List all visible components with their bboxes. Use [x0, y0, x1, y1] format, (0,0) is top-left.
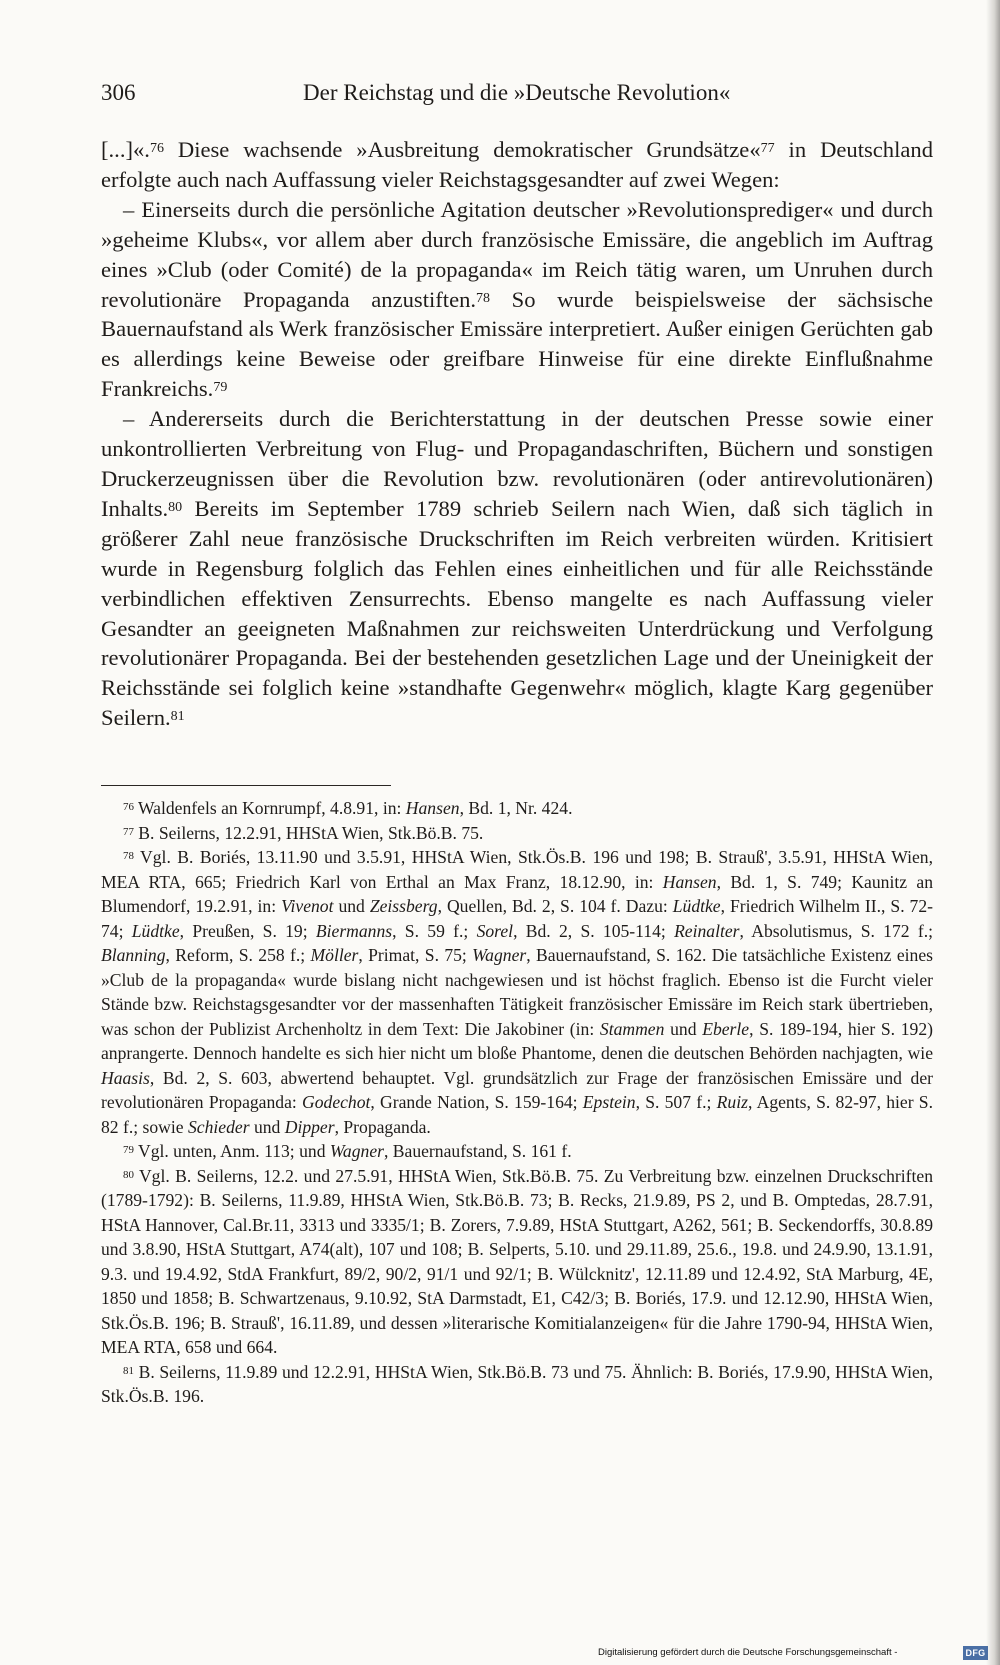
text-run: Bereits im September 1789 schrieb Seilern nach Wien, daß sich täglich in größerer Zahl neue französische Druckschriften im Reich verbreiten würden. Kritisiert wurde in Regensburg folglich das Fehlen eines einheitlichen und für alle Reichsstände verbindlichen effektiven Zensurrechts. Ebenso mangelte es nach Auffassung vieler Gesandter an geeigneten Maßnahmen zur reichsweiten Unterdrückung und Verfolgung revolutionärer Propaganda. Bei der bestehenden gesetzlichen Lage und der Uneinigkeit der Reichsstände sei folglich keine »standhafte Gegenwehr« möglich, klagte Karg gegenüber Seilern. — [101, 495, 933, 731]
text-run: und — [664, 1018, 703, 1039]
note-reference: 81 — [170, 709, 185, 725]
note-reference: 76 — [123, 801, 134, 814]
text-run: , Bd. 1, Nr. 424. — [459, 798, 573, 818]
text-run: , Agents, S. 82-97, hier S. 82 f.; sowie — [101, 1092, 933, 1137]
footnote — [101, 845, 933, 1139]
page-number: 306 — [101, 80, 136, 105]
text-run: , Bd. 2, S. 105-114; — [513, 920, 675, 941]
body-text — [101, 135, 933, 733]
italic-citation: Lüdtke — [672, 896, 721, 916]
italic-citation: Sorel — [476, 920, 514, 941]
italic-citation: Haasis — [101, 1067, 150, 1088]
text-run: , Bd. 2, S. 603, abwertend behauptet. Vgl. grundsätzlich zur Frage der französischen Emissäre und der revolutionären Propaganda: — [101, 1067, 933, 1112]
text-run: , Quellen, Bd. 2, S. 104 f. Dazu: — [437, 896, 673, 916]
page-edge-shadow — [986, 0, 1000, 1665]
text-run: und — [333, 896, 370, 916]
footnote — [101, 821, 933, 846]
note-reference: 78 — [476, 290, 491, 306]
text-run: in Deutschland erfolgte auch nach Auffassung vieler Reichstagsgesandter auf zwei Wegen: — [101, 137, 933, 192]
footnote-separator — [101, 785, 391, 786]
body-paragraph — [101, 404, 933, 733]
text-run: , S. 59 f.; — [392, 920, 477, 941]
text-run: Vgl. B. Seilerns, 12.2. und 27.5.91, HHStA Wien, Stk.Bö.B. 75. Zu Verbreitung bzw. einzelnen Druckschriften (1789-1792): B. Seilerns, 11.9.89, HHStA Wien, Stk.Bö.B. 73; B. Recks, 21.9.89, PS 2, und B. Omptedas, 28.7.91, HStA Hannover, Cal.Br.11, 3313 und 3335/1; B. Zorers, 7.9.89, HStA Stuttgart, A262, 561; B. Seckendorffs, 30.8.89 und 3.8.90, HStA Stuttgart, A74(alt), 107 und 108; B. Selperts, 5.10. und 29.11.89, 25.6., 19.8. und 24.9.90, 13.1.91, 9.3. und 19.4.92, StdA Frankfurt, 89/2, 90/2, 91/1 und 92/1; B. Wülcknitz', 12.11.89 und 12.4.92, StA Marburg, 4E, 1850 und 1858; B. Schwartzenaus, 9.10.92, StA Darmstadt, E1, C42/3; B. Boriés, 17.9. und 12.12.90, HHStA Wien, Stk.Ös.B. 196; B. Strauß', 16.11.89, und dessen »literarische Komitialanzeigen« für die Jahre 1790-94, HHStA Wien, MEA RTA, 658 und 664. — [101, 1165, 933, 1357]
footnote — [101, 1139, 933, 1164]
italic-citation: Epstein — [582, 1092, 636, 1112]
text-run: , Primat, S. 75; — [358, 945, 473, 965]
text-run: , Reform, S. 258 f.; — [165, 945, 311, 965]
footnote — [101, 796, 933, 821]
text-run: , Friedrich Wilhelm II., S. 72-74; — [101, 896, 933, 941]
text-run: , Bd. 1, S. 749; Kaunitz an Blumendorf, 19.2.91, in: — [101, 871, 933, 916]
text-run: , Grande Nation, S. 159-164; — [370, 1092, 583, 1112]
note-reference: 80 — [123, 1168, 134, 1181]
italic-citation: Hansen — [662, 871, 717, 892]
note-reference: 80 — [168, 499, 183, 515]
italic-citation: Schieder — [187, 1116, 250, 1137]
italic-citation: Ruiz — [716, 1092, 748, 1112]
footnotes — [101, 796, 933, 1409]
text-run: B. Seilerns, 11.9.89 und 12.2.91, HHStA Wien, Stk.Bö.B. 73 und 75. Ähnlich: B. Boriés, 17.9.90, HHStA Wien, Stk.Ös.B. 196. — [101, 1361, 933, 1406]
dfg-logo: DFG — [963, 1646, 988, 1660]
note-reference: 79 — [213, 380, 228, 396]
italic-citation: Wagner — [329, 1141, 384, 1161]
italic-citation: Zeissberg — [369, 896, 438, 916]
note-reference: 78 — [123, 850, 134, 863]
text-run: Vgl. B. Boriés, 13.11.90 und 3.5.91, HHStA Wien, Stk.Ös.B. 196 und 198; B. Strauß', 3.5.91, HHStA Wien, MEA RTA, 665; Friedrich Karl von Erthal an Max Franz, 18.12.90, in: — [101, 847, 933, 892]
text-run: und — [249, 1116, 285, 1137]
italic-citation: Hansen — [405, 798, 460, 818]
text-run: Diese wachsende »Ausbreitung demokratischer Grundsätze« — [163, 137, 761, 162]
italic-citation: Lüdtke — [131, 920, 180, 941]
italic-citation: Reinalter — [674, 920, 740, 941]
italic-citation: Biermanns — [315, 920, 393, 941]
footnote — [101, 1360, 933, 1409]
note-reference: 77 — [760, 141, 775, 157]
digitization-credit: Digitalisierung gefördert durch die Deutsche Forschungsgemeinschaft - — [598, 1647, 898, 1658]
note-reference: 81 — [123, 1364, 134, 1377]
text-run: , S. 507 f.; — [635, 1092, 717, 1112]
note-reference: 77 — [123, 825, 134, 838]
page-header — [101, 76, 933, 110]
running-title: Der Reichstag und die »Deutsche Revolution« — [303, 80, 731, 105]
italic-citation: Godechot — [302, 1092, 371, 1112]
italic-citation: Eberle — [702, 1018, 750, 1039]
italic-citation: Vivenot — [281, 896, 334, 916]
italic-citation: Wagner — [472, 945, 527, 965]
text-run: , S. 189-194, hier S. 192) anprangerte. Dennoch handelte es sich hier nicht um bloße Phantome, denen die deutschen Behörden nachjagten, wie — [101, 1018, 934, 1063]
italic-citation: Möller — [310, 945, 359, 965]
footnote — [101, 1164, 933, 1360]
text-run: , Preußen, S. 19; — [179, 920, 316, 941]
text-run: Vgl. unten, Anm. 113; und — [133, 1141, 330, 1161]
text-run: B. Seilerns, 12.2.91, HHStA Wien, Stk.Bö.B. 75. — [133, 822, 484, 843]
text-run: – Einerseits durch die persönliche Agitation deutscher »Revolutionsprediger« und durch »geheime Klubs«, vor allem aber durch französische Emissäre, die angeblich im Auftrag eines »Club (oder Comité) de la propaganda« im Reich tätig waren, um Unruhen durch revolutionäre Propaganda anzustiften. — [101, 196, 933, 312]
italic-citation: Stammen — [599, 1018, 665, 1039]
text-run: – Andererseits durch die Berichterstattung in der deutschen Presse sowie einer unkontrollierten Verbreitung von Flug- und Propagandaschriften, Büchern und sonstigen Druckerzeugnissen über die Revolution bzw. revolutionären (oder antirevolutionären) Inhalts. — [101, 406, 933, 521]
note-reference: 76 — [149, 141, 164, 157]
text-run: So wurde beispielsweise der sächsische Bauernaufstand als Werk französischer Emissäre interpretiert. Außer einigen Gerüchten gab es allerdings keine Beweise oder greifbare Hinweise für eine direkte Einflußnahme Frankreichs. — [101, 286, 933, 402]
text-run: , Bauernaufstand, S. 161 f. — [383, 1141, 572, 1161]
body-paragraph — [101, 195, 933, 404]
italic-citation: Dipper — [284, 1116, 335, 1137]
text-run: Waldenfels an Kornrumpf, 4.8.91, in: — [133, 798, 406, 818]
italic-citation: Blanning — [101, 945, 166, 965]
text-run: , Absolutismus, S. 172 f.; — [739, 920, 933, 941]
note-reference: 79 — [123, 1144, 134, 1157]
body-paragraph — [101, 135, 933, 195]
text-run: , Bauernaufstand, S. 162. Die tatsächliche Existenz eines »Club de la propaganda« wurde bislang nicht nachgewiesen und ist höchst fraglich. Ebenso ist die Furcht vieler Stände bzw. Reichstagsgesandter vor der massenhaften Tätigkeit französischer Emissäre im Reich stark übertrieben, was schon der Publizist Archenholtz in dem Text: Die Jakobiner (in: — [101, 945, 933, 1039]
text-run: [...]«. — [101, 137, 150, 162]
text-run: , Propaganda. — [334, 1116, 431, 1137]
